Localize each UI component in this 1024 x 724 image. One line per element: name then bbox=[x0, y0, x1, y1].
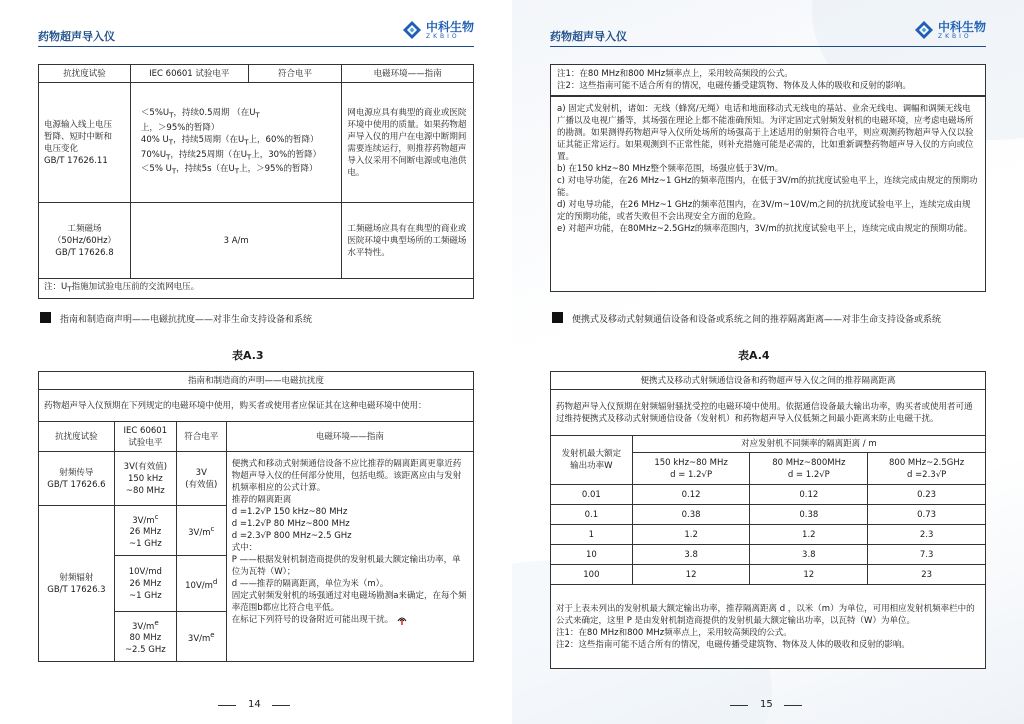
table-cell: 10 bbox=[551, 545, 633, 565]
table-notes: 对于上表未列出的发射机最大额定输出功率，推荐隔离距离 d ，以米（m）为单位，可用相应发射机频率栏中的公式来确定，这里 P 是由发射机制造商提供的发射机最大额定输出功率，以瓦特（W）为单位。 注1：在80 MHz和800 MHz频率点上，采用较高频段的公式。 注2：这些指南可能不适合所有的情况，电磁传播受建筑物、物体及人体的吸收和反射的影响。 bbox=[551, 585, 986, 669]
logo-subtext: ZKBIO bbox=[426, 32, 460, 40]
page-number-rule bbox=[784, 705, 802, 706]
table-cell: 3.8 bbox=[632, 545, 750, 565]
table-cell: 7.3 bbox=[868, 545, 986, 565]
right-page bbox=[512, 0, 1024, 724]
voltage-dip-guidance-cell: 网电源应具有典型的商业或医院环境中使用的质量。如果药物超声导入仪的用户在电源中断期间需要连续运行，则推荐药物超声导入仪采用不间断电源或电池供电。 bbox=[342, 83, 474, 203]
logo-text: 中科生物 bbox=[938, 19, 987, 34]
page-number-rule bbox=[730, 705, 748, 706]
table-cell: 0.38 bbox=[750, 505, 868, 525]
table-cell: 1.2 bbox=[632, 525, 750, 545]
brand-logo bbox=[402, 20, 474, 40]
conducted-test-cell: 射频传导 GB/T 17626.6 bbox=[39, 452, 115, 506]
radiated-compliance-cell: $3V/m^c$ bbox=[176, 506, 226, 556]
header-cell: 抗扰度试验 bbox=[39, 65, 131, 83]
power-magnetic-guidance-cell: 工频磁场应具有在典型的商业或医院环境中典型场所的工频磁场水平特性。 bbox=[342, 203, 474, 279]
voltage-dip-test-cell: 电源输入线上电压 暂降、短时中断和 电压变化 GB/T 17626.11 bbox=[39, 83, 131, 203]
note-line: 注2：这些指南可能不适合所有的情况，电磁传播受建筑物、物体及人体的吸收和反射的影响。 bbox=[557, 81, 911, 91]
table-caption: 表A.3 bbox=[232, 349, 264, 362]
logo-mark-icon bbox=[914, 20, 934, 40]
header-rule bbox=[38, 46, 474, 47]
footnote: d) 对电导功能，在26 MHz~1 GHz的频率范围内，在3V/m~10V/m之间的抗扰度试验电平上，连续完成由规定的预期功能，或者失败但不会出现安全方面的危险。 bbox=[557, 200, 971, 222]
band-header-cell: 800 MHz~2.5GHz d =2.3√P bbox=[868, 453, 986, 485]
immunity-table-a3 bbox=[38, 371, 474, 662]
footnotes-box bbox=[550, 96, 986, 292]
footnote: a) 固定式发射机，诸如：无线（蜂窝/无绳）电话和地面移动式无线电的基站、业余无线电、调幅和调频无线电广播以及电视广播等，其场强在理论上都不能准确预知。为评定固定式射频发射机的电磁环境，应考虑电磁场所的勘测。如果测得药物超声导入仪所处场所的场强高于上述适用的射频符合电平，则应观测药物超声导入仪以验证其能正常运行。如果观测到不正常性能，则补充措施可能是必需的，比如重新调整药物超声导入仪的方向或位置。 bbox=[557, 104, 974, 162]
header-cell: 电磁环境——指南 bbox=[342, 65, 474, 83]
bullet-square-icon bbox=[40, 312, 51, 323]
table-cell: 12 bbox=[632, 565, 750, 585]
bullet-square-icon bbox=[552, 312, 563, 323]
power-magnetic-test-cell: 工频磁场 （50Hz/60Hz） GB/T 17626.8 bbox=[39, 203, 131, 279]
page-number: 14 bbox=[248, 699, 261, 710]
logo-text: 中科生物 bbox=[426, 19, 475, 34]
table-cell: 2.3 bbox=[868, 525, 986, 545]
header-rule bbox=[550, 46, 986, 47]
table-intro: 药物超声导入仪预期在下列规定的电磁环境中使用，购买者或使用者应保证其在这种电磁环境中使用： bbox=[39, 390, 474, 422]
header-title: 药物超声导入仪 bbox=[38, 30, 115, 43]
table-cell: 0.38 bbox=[632, 505, 750, 525]
brand-logo bbox=[914, 20, 986, 40]
table-cell: 0.23 bbox=[868, 485, 986, 505]
radiated-level-cell: $3V/m^e$ 80 MHz ~2.5 GHz bbox=[114, 612, 176, 662]
header-cell: 符合电平 bbox=[248, 65, 342, 83]
table-title: 便携式及移动式射频通信设备和药物超声导入仪之间的推荐隔离距离 bbox=[551, 372, 986, 390]
header-cell: 电磁环境——指南 bbox=[226, 422, 473, 452]
header-title: 药物超声导入仪 bbox=[550, 30, 627, 43]
immunity-table-top bbox=[38, 64, 474, 299]
table-cell: 0.12 bbox=[750, 485, 868, 505]
band-header-cell: 150 kHz~80 MHz d = 1.2√P bbox=[632, 453, 750, 485]
radiation-warning-icon bbox=[396, 615, 408, 625]
table-cell: 0.12 bbox=[632, 485, 750, 505]
footnote: b) 在150 kHz~80 MHz整个频率范围，场强应低于3V/m。 bbox=[557, 164, 784, 174]
logo-subtext: ZKBIO bbox=[938, 32, 972, 40]
separation-table-a4 bbox=[550, 371, 986, 669]
table-cell: 100 bbox=[551, 565, 633, 585]
table-cell: 3.8 bbox=[750, 545, 868, 565]
top-notes-box bbox=[550, 64, 986, 96]
header-cell: 符合电平 bbox=[176, 422, 226, 452]
note-line: 注1：在80 MHz和800 MHz频率点上，采用较高频段的公式。 bbox=[557, 69, 793, 79]
section-statement: 便携式及移动式射频通信设备和设备或系统之间的推荐隔离距离——对非生命支持设备或系统 bbox=[572, 315, 942, 325]
radiated-level-cell: 10V/md 26 MHz ~1 GHz bbox=[114, 556, 176, 612]
table-caption: 表A.4 bbox=[738, 349, 770, 362]
radiated-test-cell: 射频辐射 GB/T 17626.3 bbox=[39, 506, 115, 662]
header-cell: IEC 60601 试验电平 bbox=[130, 65, 248, 83]
header-cell: 抗扰度试验 bbox=[39, 422, 115, 452]
table-cell: 0.1 bbox=[551, 505, 633, 525]
conducted-compliance-cell: 3V (有效值) bbox=[176, 452, 226, 506]
page-number: 15 bbox=[760, 699, 773, 710]
table-cell: 23 bbox=[868, 565, 986, 585]
table-cell: 0.73 bbox=[868, 505, 986, 525]
band-header-cell: 80 MHz~800MHz d = 1.2√P bbox=[750, 453, 868, 485]
power-header-cell: 发射机最大额定 输出功率W bbox=[551, 436, 633, 485]
logo-mark-icon bbox=[402, 20, 422, 40]
group-header-cell: 对应发射机不同频率的隔离距离 / m bbox=[632, 436, 985, 453]
table-cell: 1 bbox=[551, 525, 633, 545]
table-cell: 12 bbox=[750, 565, 868, 585]
radiated-compliance-cell: $3V/m^e$ bbox=[176, 612, 226, 662]
header-cell: IEC 60601 试验电平 bbox=[114, 422, 176, 452]
radiated-level-cell: $3V/m^c$ 26 MHz ~1 GHz bbox=[114, 506, 176, 556]
footnote: c) 对电导功能，在26 MHz~1 GHz的频率范围内，在低于3V/m的抗扰度试验电平上，连续完成由规定的预期功能。 bbox=[557, 176, 978, 198]
page-number-rule bbox=[218, 705, 236, 706]
power-magnetic-level-cell: 3 A/m bbox=[130, 203, 341, 279]
radiated-compliance-cell: $10V/m^d$ bbox=[176, 556, 226, 612]
table-title: 指南和制造商的声明——电磁抗扰度 bbox=[39, 372, 474, 390]
guidance-cell: 便携式和移动式射频通信设备不应比推荐的隔离距离更靠近药物超声导入仪的任何部分使用，包括电缆。该距离应由与发射机频率相应的公式计算。 推荐的隔离距离 d =1.2√P 150 kHz~80 MHz d =1.2√P 80 MHz~800 MHz d =2.3√P 800 MHz~2.5 GHz 式中： P ——根据发射机制造商提供的发射机最大额定输出功率，单位为瓦特（W）； d ——推荐的隔离距离，单位为米（m）。 固定式射频发射机的场强通过对电磁场勘测a来确定，在每个频率范围b都应比符合电平低。 在标记下列符号的设备附近可能出现干扰。 bbox=[226, 452, 473, 662]
page-number-rule bbox=[272, 705, 290, 706]
table-cell: 0.01 bbox=[551, 485, 633, 505]
footnote: e) 对超声功能，在80MHz~2.5GHz的频率范围内，3V/m的抗扰度试验电平上，连续完成由规定的预期功能。 bbox=[557, 224, 973, 234]
table-intro: 药物超声导入仪预期在射频辐射骚扰受控的电磁环境中使用。依据通信设备最大输出功率，购买者或使用者可通过维持便携式及移动式射频通信设备（发射机）和药物超声导入仪低频之间最小距离来防止电磁干扰。 bbox=[551, 390, 986, 436]
voltage-dip-level-cell: $<5\%U_T$，持续0.5周期 （在$U_T$上，＞95%的暂降） 40% $U_T$，持续5周期（在$U_T$上，60%的暂降） $70\%U_T$，持续25周期（在$U_T$上，30%的暂降） ＜5% $U_T$，持续5s（在$U_T$上，＞95%的暂降） bbox=[130, 83, 341, 203]
table-cell: 1.2 bbox=[750, 525, 868, 545]
table-note: 注：$U_T$指施加试验电压前的交流网电压。 bbox=[39, 279, 474, 299]
section-statement: 指南和制造商声明——电磁抗扰度——对非生命支持设备和系统 bbox=[60, 315, 313, 325]
conducted-level-cell: 3V(有效值) 150 kHz ~80 MHz bbox=[114, 452, 176, 506]
